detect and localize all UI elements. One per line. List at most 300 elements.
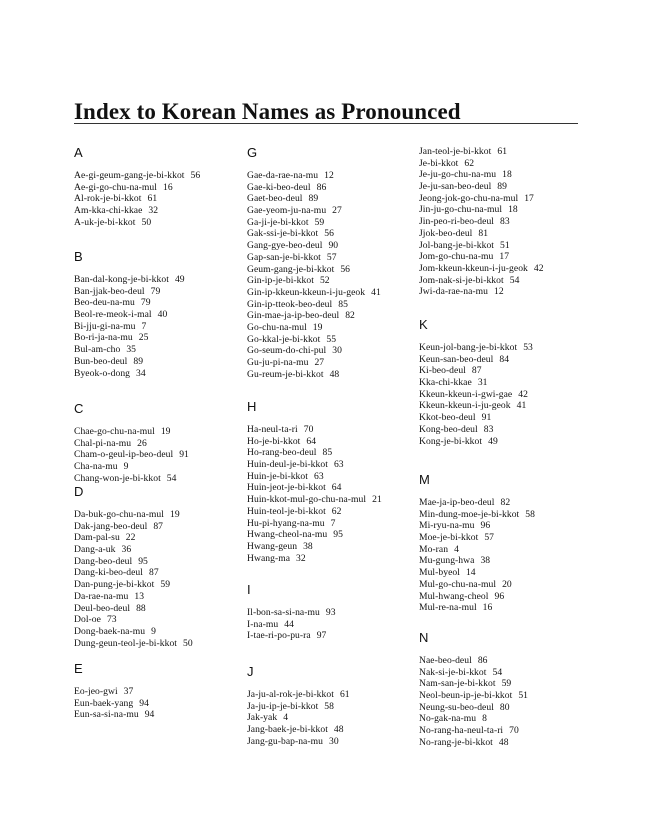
index-entry [74, 638, 239, 650]
entry-page-number: 94 [139, 697, 149, 709]
entry-name: Huin-deul-je-bi-kkot [247, 459, 328, 471]
entry-name: Mul-hwang-cheol [419, 590, 489, 602]
entry-name: Jom-go-chu-na-mu [419, 251, 494, 263]
entry-page-number: 50 [183, 637, 193, 649]
entry-name: Kka-chi-kkae [419, 377, 472, 389]
index-section-m [419, 473, 584, 614]
entry-page-number: 59 [314, 216, 325, 228]
entry-name: No-rang-ha-neul-ta-ri [419, 725, 504, 737]
index-entry [419, 424, 584, 436]
index-entry [74, 182, 239, 194]
entry-page-number: 19 [160, 426, 171, 437]
entry-name: Go-seum-do-chi-pul [247, 345, 327, 357]
index-entry [74, 309, 239, 321]
index-section-i [247, 583, 412, 642]
index-entry [74, 286, 239, 298]
index-entry [74, 603, 239, 615]
entry-name: I-na-mu [247, 618, 279, 630]
entry-name: Chae-go-chu-na-mul [74, 426, 155, 437]
entry-page-number: 64 [331, 482, 342, 494]
entry-page-number: 52 [319, 275, 330, 287]
entry-page-number: 18 [508, 204, 518, 216]
entry-page-number: 82 [345, 310, 355, 322]
entry-name: Bi-jju-gi-na-mu [74, 320, 136, 332]
index-entry [74, 567, 239, 579]
entry-page-number: 19 [169, 509, 180, 520]
index-entry [419, 497, 584, 509]
entry-page-number: 19 [312, 321, 323, 333]
entry-page-number: 79 [150, 285, 161, 297]
entry-name: Jjok-beo-deul [419, 227, 473, 239]
index-entry [247, 287, 412, 299]
entry-name: Kkot-beo-deul [419, 412, 476, 424]
index-entry [247, 518, 412, 530]
entry-page-number: 51 [518, 690, 529, 702]
entry-name: Hu-pi-hyang-na-mu [247, 517, 325, 529]
section-letter-heading: E [74, 661, 83, 676]
entry-name: Jak-yak [247, 712, 278, 724]
entry-page-number: 91 [179, 449, 189, 461]
page-title: Index to Korean Names as Pronounced [74, 99, 461, 125]
index-entry [247, 736, 412, 748]
entry-name: Dol-oe [74, 614, 101, 626]
entry-name: Am-kka-chi-kkae [74, 205, 143, 217]
index-entry [74, 321, 239, 333]
section-letter-heading: D [74, 484, 84, 499]
entry-page-number: 87 [153, 520, 164, 532]
entry-page-number: 62 [331, 505, 342, 517]
entry-page-number: 73 [106, 614, 117, 626]
entry-name: Al-rok-je-bi-kkot [74, 193, 142, 205]
entry-name: Mae-ja-ip-beo-deul [419, 497, 495, 508]
index-entry [247, 447, 412, 459]
entry-name: Gu-ju-pi-na-mu [247, 357, 309, 368]
entry-page-number: 58 [324, 700, 334, 712]
entry-page-number: 22 [125, 532, 136, 544]
entry-page-number: 41 [371, 286, 381, 298]
entry-page-number: 48 [333, 724, 344, 736]
entry-page-number: 9 [151, 625, 156, 637]
index-entry [247, 619, 412, 631]
index-entry [419, 228, 584, 240]
index-entry [419, 146, 584, 158]
entry-page-number: 25 [138, 332, 149, 344]
entry-page-number: 58 [525, 508, 535, 520]
entry-name: Mu-gung-hwa [419, 555, 475, 567]
entry-page-number: 17 [499, 251, 510, 263]
entry-name: Nam-san-je-bi-kkot [419, 678, 496, 690]
entry-page-number: 48 [329, 368, 340, 380]
entry-page-number: 96 [480, 520, 491, 532]
entry-name: No-gak-na-mu [419, 713, 477, 725]
section-letter-heading: A [74, 145, 83, 160]
entry-name: Neol-beun-ip-je-bi-kkot [419, 690, 513, 702]
index-entry [247, 701, 412, 713]
entry-name: Dak-jang-beo-deul [74, 520, 148, 532]
index-entry [247, 541, 412, 553]
entry-page-number: 90 [328, 240, 339, 252]
index-entry [419, 713, 584, 725]
entry-page-number: 70 [303, 424, 314, 435]
index-entry [419, 702, 584, 714]
entry-page-number: 96 [494, 590, 505, 602]
index-entry [419, 240, 584, 252]
index-entry [74, 438, 239, 450]
entry-page-number: 32 [296, 552, 306, 564]
entry-name: Kkeun-kkeun-i-ju-geok [419, 400, 511, 412]
index-entry [74, 170, 239, 182]
entry-page-number: 12 [494, 286, 504, 298]
entry-name: Huin-kkot-mul-go-chu-na-mul [247, 494, 367, 506]
index-entry [247, 436, 412, 448]
index-entry [247, 322, 412, 334]
entry-name: Da-buk-go-chu-na-mul [74, 509, 164, 520]
index-entry [74, 579, 239, 591]
entry-name: Ho-rang-beo-deul [247, 447, 317, 459]
entry-page-number: 64 [306, 435, 317, 447]
entry-name: Go-chu-na-mul [247, 321, 307, 333]
index-entry [247, 424, 412, 436]
index-section-b [74, 250, 239, 379]
index-entry [247, 205, 412, 217]
index-entry [247, 357, 412, 369]
entry-page-number: 88 [136, 602, 146, 614]
entry-page-number: 56 [190, 170, 201, 181]
entry-page-number: 56 [324, 228, 334, 240]
entry-name: Gaet-beo-deul [247, 193, 303, 205]
entry-page-number: 61 [147, 193, 158, 205]
entry-page-number: 9 [123, 461, 129, 473]
index-entry [247, 471, 412, 483]
entry-page-number: 42 [518, 388, 528, 400]
index-section-a [74, 146, 239, 228]
entry-page-number: 16 [163, 181, 173, 193]
entry-page-number: 54 [509, 274, 520, 286]
entry-name: Cham-o-geul-ip-beo-deul [74, 449, 174, 461]
entry-page-number: 89 [133, 355, 144, 367]
index-entry [74, 614, 239, 626]
entry-page-number: 61 [497, 146, 508, 157]
index-entry [419, 520, 584, 532]
index-entry [247, 724, 412, 736]
entry-page-number: 41 [516, 400, 527, 412]
entry-name: Ae-gi-geum-gang-je-bi-kkot [74, 170, 185, 181]
entry-page-number: 4 [454, 543, 459, 555]
index-entry [247, 240, 412, 252]
entry-page-number: 7 [141, 320, 147, 332]
entry-page-number: 59 [160, 579, 171, 591]
index-entry [419, 532, 584, 544]
entry-name: Je-bi-kkot [419, 157, 459, 169]
entry-name: Huin-jeot-je-bi-kkot [247, 482, 326, 494]
entry-page-number: 62 [464, 157, 475, 169]
entry-page-number: 17 [524, 192, 534, 204]
entry-page-number: 27 [332, 205, 342, 217]
index-entry [74, 332, 239, 344]
index-section-h [247, 400, 412, 564]
entry-page-number: 97 [316, 630, 327, 642]
section-letter-heading: H [247, 399, 257, 414]
section-letter-heading: I [247, 582, 251, 597]
index-entry [419, 181, 584, 193]
entry-page-number: 44 [284, 618, 294, 630]
entry-name: Mi-ryu-na-mu [419, 520, 475, 532]
entry-name: Mul-go-chu-na-mul [419, 578, 497, 590]
index-entry [247, 193, 412, 205]
entry-page-number: 89 [497, 181, 507, 193]
entry-page-number: 7 [330, 517, 336, 529]
entry-name: Ja-ju-ip-je-bi-kkot [247, 700, 319, 712]
entry-name: Ga-ji-je-bi-kkot [247, 216, 309, 228]
entry-name: Gae-yeom-ju-na-mu [247, 205, 327, 217]
index-entry [419, 342, 584, 354]
index-section-continued [419, 146, 584, 298]
index-entry [74, 344, 239, 356]
index-section-j [247, 665, 412, 747]
index-entry [419, 655, 584, 667]
entry-page-number: 87 [471, 365, 482, 377]
index-entry [419, 544, 584, 556]
entry-name: Neung-su-beo-deul [419, 701, 494, 713]
entry-page-number: 21 [372, 494, 382, 506]
entry-name: Bun-beo-deul [74, 355, 128, 367]
entry-name: Beol-re-meok-i-mal [74, 309, 152, 321]
index-entry [74, 193, 239, 205]
entry-name: Dung-geun-teol-je-bi-kkot [74, 637, 178, 649]
entry-page-number: 49 [488, 435, 498, 447]
entry-name: Dang-ki-beo-deul [74, 567, 143, 579]
entry-name: Jwi-da-rae-na-mu [419, 286, 488, 298]
entry-page-number: 16 [482, 602, 493, 614]
index-entry [247, 264, 412, 276]
entry-name: Jom-kkeun-kkeun-i-ju-geok [419, 262, 528, 274]
entry-page-number: 42 [533, 262, 544, 274]
index-entry [247, 607, 412, 619]
index-entry [419, 725, 584, 737]
index-entry [419, 286, 584, 298]
index-entry [419, 193, 584, 205]
entry-name: Beo-deu-na-mu [74, 297, 135, 309]
entry-name: Jeong-jok-go-chu-na-mul [419, 192, 519, 204]
entry-page-number: 54 [166, 472, 177, 484]
entry-name: Deul-beo-deul [74, 602, 131, 614]
index-entry [419, 377, 584, 389]
entry-page-number: 95 [333, 529, 343, 541]
index-entry [74, 426, 239, 438]
entry-name: Jang-gu-bap-na-mu [247, 735, 323, 747]
entry-page-number: 87 [149, 567, 159, 579]
entry-page-number: 57 [484, 532, 495, 544]
entry-name: Jin-ju-go-chu-na-mul [419, 204, 503, 216]
entry-name: Dang-a-uk [74, 544, 116, 556]
entry-page-number: 26 [137, 437, 147, 449]
entry-name: Jang-baek-je-bi-kkot [247, 724, 328, 736]
entry-name: Ban-dal-kong-je-bi-kkot [74, 274, 169, 285]
index-entry [74, 544, 239, 556]
entry-page-number: 83 [483, 423, 494, 435]
entry-name: Ho-je-bi-kkot [247, 435, 301, 447]
entry-page-number: 61 [339, 689, 350, 700]
entry-page-number: 54 [492, 666, 503, 678]
entry-page-number: 85 [338, 298, 348, 310]
entry-page-number: 63 [333, 459, 344, 471]
entry-page-number: 70 [509, 725, 519, 737]
index-entry [419, 667, 584, 679]
entry-page-number: 86 [316, 181, 327, 193]
index-entry [247, 170, 412, 182]
entry-page-number: 27 [314, 357, 325, 368]
section-letter-heading: K [419, 317, 428, 332]
entry-name: Gu-reum-je-bi-kkot [247, 368, 324, 380]
entry-name: Bul-am-cho [74, 344, 121, 356]
index-entry [247, 369, 412, 381]
index-entry [419, 204, 584, 216]
index-entry [419, 354, 584, 366]
entry-name: Eo-jeo-gwi [74, 686, 118, 697]
index-section-k [419, 318, 584, 447]
entry-page-number: 37 [123, 686, 134, 697]
entry-name: Mul-byeol [419, 567, 460, 579]
entry-page-number: 31 [477, 377, 488, 389]
entry-name: Kkeun-kkeun-i-gwi-gae [419, 388, 513, 400]
index-entry [419, 400, 584, 412]
entry-page-number: 49 [174, 274, 185, 285]
entry-page-number: 86 [477, 655, 488, 666]
entry-name: Eun-sa-si-na-mu [74, 709, 139, 721]
entry-name: Hwang-geun [247, 540, 298, 552]
index-entry [419, 602, 584, 614]
entry-name: Keun-san-beo-deul [419, 353, 494, 365]
entry-page-number: 38 [480, 555, 491, 567]
entry-name: Dan-pung-je-bi-kkot [74, 579, 155, 591]
entry-name: Dong-baek-na-mu [74, 625, 146, 637]
entry-name: Go-kkal-je-bi-kkot [247, 333, 321, 345]
index-entry [419, 412, 584, 424]
index-entry [247, 217, 412, 229]
entry-name: Ban-jjak-beo-deul [74, 285, 145, 297]
index-entry [419, 263, 584, 275]
entry-name: Ha-neul-ta-ri [247, 424, 298, 435]
index-entry [247, 494, 412, 506]
entry-page-number: 55 [326, 333, 337, 345]
index-entry [247, 482, 412, 494]
entry-name: Huin-je-bi-kkot [247, 470, 308, 482]
index-entry [247, 252, 412, 264]
entry-name: Gae-da-rae-na-mu [247, 170, 319, 181]
index-entry [419, 251, 584, 263]
index-entry [247, 299, 412, 311]
entry-page-number: 14 [465, 567, 476, 579]
section-letter-heading: M [419, 472, 430, 487]
entry-page-number: 35 [126, 344, 137, 356]
entry-page-number: 18 [502, 169, 512, 181]
entry-page-number: 38 [303, 540, 313, 552]
index-entry [419, 591, 584, 603]
index-entry [247, 228, 412, 240]
entry-name: Ja-ju-al-rok-je-bi-kkot [247, 689, 334, 700]
index-entry [247, 345, 412, 357]
index-entry [419, 555, 584, 567]
entry-name: Je-ju-san-beo-deul [419, 181, 492, 193]
entry-name: Min-dung-moe-je-bi-kkot [419, 508, 520, 520]
entry-name: Jol-bang-je-bi-kkot [419, 239, 495, 251]
index-entry [74, 449, 239, 461]
index-entry [74, 356, 239, 368]
entry-name: Bo-ri-ja-na-mu [74, 332, 133, 344]
entry-page-number: 30 [332, 345, 342, 357]
index-entry [74, 556, 239, 568]
entry-name: Kong-beo-deul [419, 423, 478, 435]
entry-page-number: 89 [308, 193, 319, 205]
index-entry [247, 529, 412, 541]
entry-name: Eun-baek-yang [74, 697, 134, 709]
entry-name: Cha-na-mu [74, 461, 118, 473]
entry-page-number: 13 [134, 590, 145, 602]
section-letter-heading: C [74, 401, 84, 416]
entry-page-number: 40 [157, 309, 168, 321]
index-entry [74, 709, 239, 721]
index-section-e [74, 662, 239, 721]
entry-page-number: 94 [144, 709, 155, 721]
index-entry [419, 678, 584, 690]
entry-page-number: 95 [138, 555, 148, 567]
index-entry [74, 509, 239, 521]
entry-page-number: 20 [502, 578, 512, 590]
entry-page-number: 51 [500, 239, 510, 251]
index-entry [247, 182, 412, 194]
entry-page-number: 93 [325, 607, 336, 618]
section-letter-heading: J [247, 664, 254, 679]
entry-page-number: 80 [499, 701, 510, 713]
index-entry [247, 275, 412, 287]
entry-page-number: 63 [313, 470, 324, 482]
entry-page-number: 48 [498, 736, 509, 748]
index-entry [247, 630, 412, 642]
section-letter-heading: B [74, 249, 83, 264]
index-entry [419, 509, 584, 521]
entry-page-number: 36 [121, 544, 132, 556]
index-entry [74, 698, 239, 710]
entry-name: Mul-re-na-mul [419, 602, 477, 614]
entry-page-number: 56 [340, 263, 351, 275]
entry-name: Mo-ran [419, 543, 449, 555]
index-entry [247, 553, 412, 565]
index-entry [419, 158, 584, 170]
entry-name: Chang-won-je-bi-kkot [74, 472, 161, 484]
entry-name: Jin-peo-ri-beo-deul [419, 216, 495, 228]
index-entry [74, 274, 239, 286]
index-section-c [74, 402, 239, 484]
index-entry [74, 532, 239, 544]
index-entry [419, 275, 584, 287]
entry-name: Hwang-cheol-na-mu [247, 529, 328, 541]
index-entry [419, 389, 584, 401]
entry-name: Gin-ip-je-bi-kkot [247, 275, 314, 287]
entry-page-number: 53 [523, 342, 533, 353]
entry-name: Il-bon-sa-si-na-mu [247, 607, 320, 618]
entry-page-number: 12 [324, 170, 334, 181]
entry-page-number: 8 [482, 713, 487, 725]
entry-name: A-uk-je-bi-kkot [74, 216, 136, 228]
index-section-n [419, 631, 584, 749]
entry-name: Da-rae-na-mu [74, 590, 129, 602]
entry-page-number: 59 [501, 678, 512, 690]
index-entry [419, 579, 584, 591]
entry-name: Huin-teol-je-bi-kkot [247, 505, 326, 517]
index-entry [419, 737, 584, 749]
index-entry [247, 712, 412, 724]
entry-name: Ae-gi-go-chu-na-mul [74, 181, 157, 193]
